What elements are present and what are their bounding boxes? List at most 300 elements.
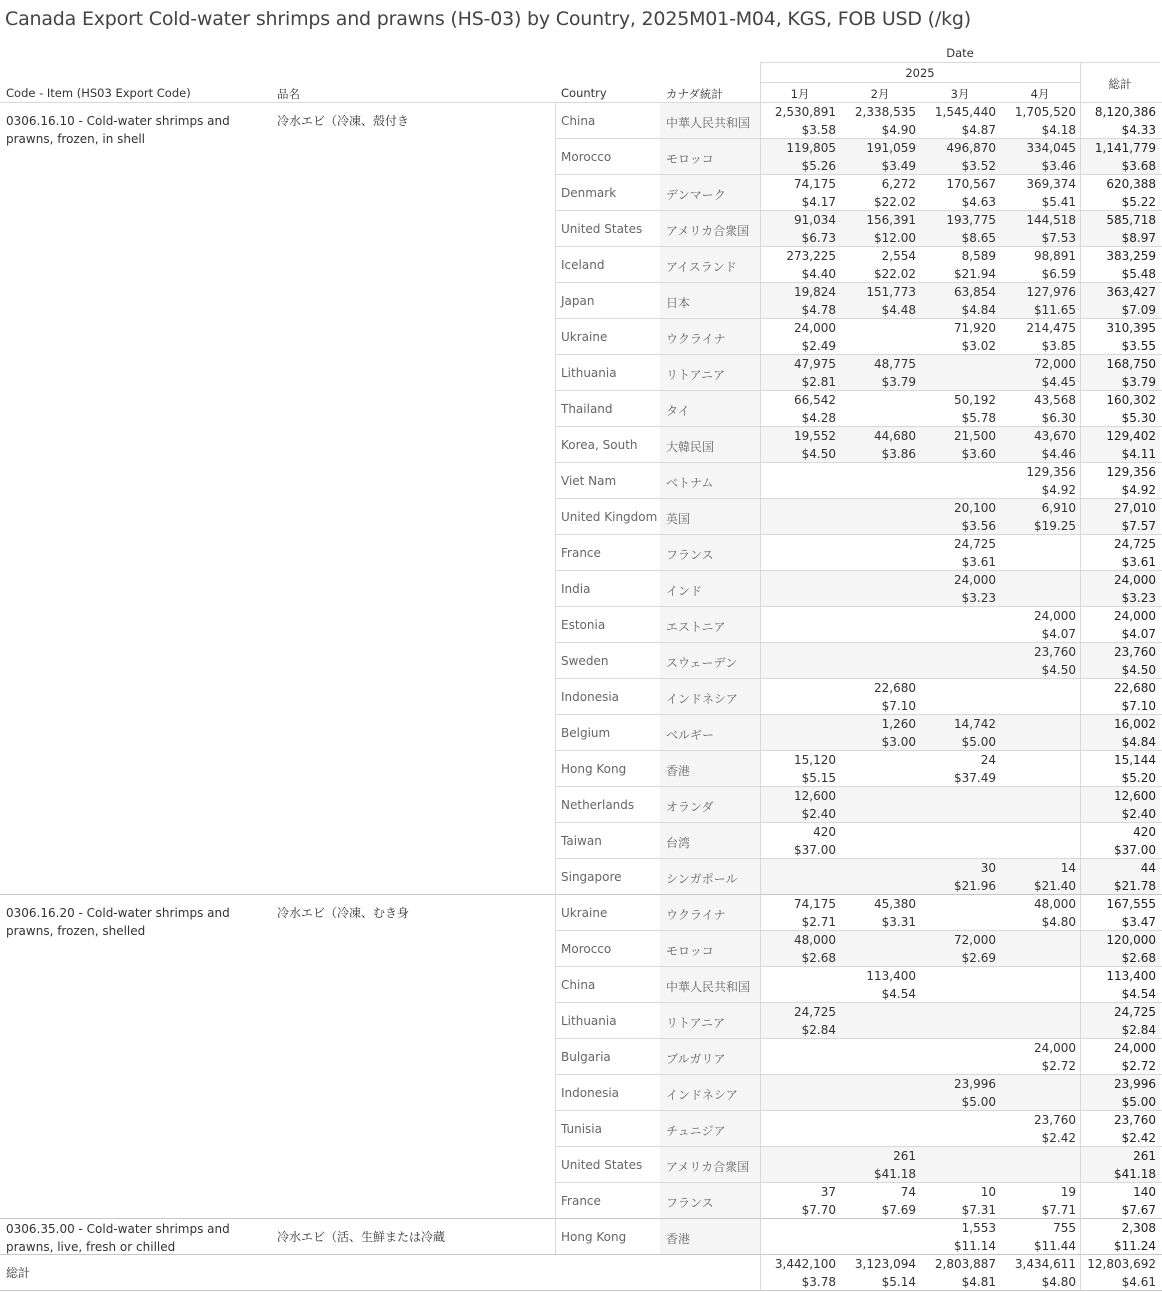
fob-value: $7.10 bbox=[881, 699, 916, 713]
kgs-value: 24,000 bbox=[1034, 1041, 1076, 1055]
kgs-value: 44,680 bbox=[874, 429, 916, 443]
fob-value: $5.41 bbox=[1041, 195, 1076, 209]
kgs-value: 22,680 bbox=[874, 681, 916, 695]
canada-stat-label: ベトナム bbox=[666, 476, 714, 490]
fob-value: $37.00 bbox=[794, 843, 836, 857]
kgs-value: 214,475 bbox=[1026, 321, 1076, 335]
kgs-value: 144,518 bbox=[1026, 213, 1076, 227]
canada-stat-label: 香港 bbox=[666, 764, 691, 778]
fob-value: $4.48 bbox=[881, 303, 916, 317]
kgs-value: 193,775 bbox=[946, 213, 996, 227]
fob-value: $2.49 bbox=[801, 339, 836, 353]
total-kgs-value: 310,395 bbox=[1106, 321, 1156, 335]
country-label: Morocco bbox=[561, 942, 612, 956]
total-fob-value: $3.55 bbox=[1121, 339, 1156, 353]
kgs-value: 8,589 bbox=[961, 249, 996, 263]
fob-value: $4.17 bbox=[801, 195, 836, 209]
total-kgs-value: 168,750 bbox=[1106, 357, 1156, 371]
fob-value: $11.65 bbox=[1034, 303, 1076, 317]
total-fob-value: $7.57 bbox=[1121, 519, 1156, 533]
total-kgs-value: 2,308 bbox=[1121, 1221, 1156, 1235]
total-fob-value: $8.97 bbox=[1121, 231, 1156, 245]
canada-stat-label: 台湾 bbox=[666, 836, 691, 850]
fob-value: $8.65 bbox=[961, 231, 996, 245]
total-fob-value: $4.92 bbox=[1121, 483, 1156, 497]
fob-value: $21.96 bbox=[954, 879, 996, 893]
kgs-value: 48,000 bbox=[794, 933, 836, 947]
fob-value: $3.23 bbox=[961, 591, 996, 605]
kgs-value: 14,742 bbox=[954, 717, 996, 731]
total-kgs-value: 383,259 bbox=[1106, 249, 1156, 263]
country-label: Morocco bbox=[561, 150, 612, 164]
canada-stat-label: フランス bbox=[666, 548, 714, 562]
kgs-value: 19 bbox=[1060, 1185, 1076, 1199]
canada-stat-label: インドネシア bbox=[666, 692, 738, 706]
item-name-label: 冷水エビ（冷凍、むき身 bbox=[277, 906, 410, 920]
fob-value: $5.78 bbox=[961, 411, 996, 425]
fob-value: $6.30 bbox=[1041, 411, 1076, 425]
country-label: Netherlands bbox=[561, 798, 635, 812]
kgs-value: 496,870 bbox=[946, 141, 996, 155]
total-kgs-value: 16,002 bbox=[1114, 717, 1156, 731]
row-divider bbox=[555, 750, 1162, 751]
kgs-value: 24,000 bbox=[1034, 609, 1076, 623]
total-kgs-value: 8,120,386 bbox=[1094, 105, 1156, 119]
kgs-value: 273,225 bbox=[786, 249, 836, 263]
kgs-value: 127,976 bbox=[1026, 285, 1076, 299]
date-header: Date bbox=[946, 46, 974, 60]
grand-total-fob-value: $4.81 bbox=[961, 1275, 996, 1289]
kgs-value: 23,996 bbox=[954, 1077, 996, 1091]
item-code-label: 0306.16.10 - Cold-water shrimps and prawns, frozen, in shell bbox=[6, 114, 230, 146]
fob-value: $7.70 bbox=[801, 1203, 836, 1217]
code-column-header: Code - Item (HS03 Export Code) bbox=[6, 86, 191, 100]
total-fob-value: $2.72 bbox=[1121, 1059, 1156, 1073]
total-kgs-value: 120,000 bbox=[1106, 933, 1156, 947]
total-kgs-value: 23,760 bbox=[1114, 1113, 1156, 1127]
grand-total-kgs-value: 3,123,094 bbox=[854, 1257, 916, 1271]
country-label: France bbox=[561, 1194, 601, 1208]
fob-value: $4.80 bbox=[1041, 915, 1076, 929]
item-code-label: 0306.16.20 - Cold-water shrimps and prawns, frozen, shelled bbox=[6, 906, 230, 938]
country-label: India bbox=[561, 582, 591, 596]
total-kgs-value: 129,402 bbox=[1106, 429, 1156, 443]
kgs-value: 21,500 bbox=[954, 429, 996, 443]
fob-value: $4.07 bbox=[1041, 627, 1076, 641]
fob-value: $2.72 bbox=[1041, 1059, 1076, 1073]
month-column-divider bbox=[760, 62, 761, 1291]
canada-stat-label: タイ bbox=[666, 404, 690, 418]
fob-value: $3.61 bbox=[961, 555, 996, 569]
kgs-value: 37 bbox=[820, 1185, 836, 1199]
fob-value: $4.92 bbox=[1041, 483, 1076, 497]
kgs-value: 261 bbox=[893, 1149, 916, 1163]
kgs-value: 50,192 bbox=[954, 393, 996, 407]
country-label: Lithuania bbox=[561, 1014, 617, 1028]
month-header-apr: 4月 bbox=[1030, 87, 1050, 101]
kgs-value: 19,824 bbox=[794, 285, 836, 299]
canada-stat-label: スウェーデン bbox=[666, 656, 738, 670]
fob-value: $11.44 bbox=[1034, 1239, 1076, 1253]
total-kgs-value: 23,760 bbox=[1114, 645, 1156, 659]
kgs-value: 43,670 bbox=[1034, 429, 1076, 443]
country-label: China bbox=[561, 978, 596, 992]
fob-value: $4.78 bbox=[801, 303, 836, 317]
kgs-value: 151,773 bbox=[866, 285, 916, 299]
month-header-jan: 1月 bbox=[790, 87, 810, 101]
total-fob-value: $7.09 bbox=[1121, 303, 1156, 317]
country-label: Ukraine bbox=[561, 906, 608, 920]
fob-value: $22.02 bbox=[874, 267, 916, 281]
total-fob-value: $41.18 bbox=[1114, 1167, 1156, 1181]
fob-value: $4.87 bbox=[961, 123, 996, 137]
total-fob-value: $2.40 bbox=[1121, 807, 1156, 821]
fob-value: $3.79 bbox=[881, 375, 916, 389]
total-column-header: 総計 bbox=[1108, 77, 1132, 91]
total-fob-value: $5.20 bbox=[1121, 771, 1156, 785]
month-header-mar: 3月 bbox=[950, 87, 970, 101]
kgs-value: 156,391 bbox=[866, 213, 916, 227]
kgs-value: 48,000 bbox=[1034, 897, 1076, 911]
country-label: United States bbox=[561, 1158, 643, 1172]
total-fob-value: $4.50 bbox=[1121, 663, 1156, 677]
canada-stat-column-header: カナダ統計 bbox=[666, 87, 723, 101]
item-name-label: 冷水エビ（冷凍、殻付き bbox=[277, 114, 410, 128]
kgs-value: 6,910 bbox=[1041, 501, 1076, 515]
country-label: Bulgaria bbox=[561, 1050, 611, 1064]
kgs-value: 72,000 bbox=[954, 933, 996, 947]
fob-value: $4.63 bbox=[961, 195, 996, 209]
total-fob-value: $2.84 bbox=[1121, 1023, 1156, 1037]
fob-value: $2.68 bbox=[801, 951, 836, 965]
total-fob-value: $5.00 bbox=[1121, 1095, 1156, 1109]
total-kgs-value: 160,302 bbox=[1106, 393, 1156, 407]
canada-stat-label: 中華人民共和国 bbox=[666, 116, 751, 130]
total-kgs-value: 140 bbox=[1133, 1185, 1156, 1199]
canada-stat-label: チュニジア bbox=[666, 1124, 726, 1138]
kgs-value: 63,854 bbox=[954, 285, 996, 299]
fob-value: $41.18 bbox=[874, 1167, 916, 1181]
total-column-divider bbox=[1080, 62, 1081, 1291]
total-kgs-value: 261 bbox=[1133, 1149, 1156, 1163]
country-label: Singapore bbox=[561, 870, 622, 884]
item-code-label: 0306.35.00 - Cold-water shrimps and prawns, live, fresh or chilled bbox=[6, 1222, 230, 1254]
canada-stat-label: インド bbox=[666, 584, 703, 598]
canada-stat-label: アメリカ合衆国 bbox=[666, 224, 750, 238]
total-kgs-value: 15,144 bbox=[1114, 753, 1156, 767]
kgs-value: 191,059 bbox=[866, 141, 916, 155]
canada-stat-label: 香港 bbox=[666, 1232, 691, 1246]
kgs-value: 14 bbox=[1060, 861, 1076, 875]
kgs-value: 2,530,891 bbox=[774, 105, 836, 119]
total-kgs-value: 24,725 bbox=[1114, 537, 1156, 551]
fob-value: $4.46 bbox=[1041, 447, 1076, 461]
kgs-value: 23,760 bbox=[1034, 645, 1076, 659]
country-label: Thailand bbox=[561, 402, 613, 416]
year-header: 2025 bbox=[905, 66, 935, 80]
kgs-value: 6,272 bbox=[881, 177, 916, 191]
fob-value: $3.58 bbox=[801, 123, 836, 137]
fob-value: $5.00 bbox=[961, 735, 996, 749]
item-name-label: 冷水エビ（活、生鮮または冷蔵 bbox=[277, 1230, 446, 1244]
canada-stat-label: オランダ bbox=[666, 800, 714, 814]
fob-value: $4.28 bbox=[801, 411, 836, 425]
fob-value: $4.40 bbox=[801, 267, 836, 281]
fob-value: $21.40 bbox=[1034, 879, 1076, 893]
kgs-value: 23,760 bbox=[1034, 1113, 1076, 1127]
kgs-value: 170,567 bbox=[946, 177, 996, 191]
total-kgs-value: 24,725 bbox=[1114, 1005, 1156, 1019]
kgs-value: 2,554 bbox=[881, 249, 916, 263]
kgs-value: 72,000 bbox=[1034, 357, 1076, 371]
country-column-divider bbox=[555, 103, 556, 1255]
country-label: Denmark bbox=[561, 186, 617, 200]
kgs-value: 24,000 bbox=[794, 321, 836, 335]
kgs-value: 48,775 bbox=[874, 357, 916, 371]
kgs-value: 91,034 bbox=[794, 213, 836, 227]
total-fob-value: $4.11 bbox=[1121, 447, 1156, 461]
header-rule-year bbox=[760, 82, 1080, 83]
total-fob-value: $3.68 bbox=[1121, 159, 1156, 173]
kgs-value: 45,380 bbox=[874, 897, 916, 911]
fob-value: $3.46 bbox=[1041, 159, 1076, 173]
kgs-value: 1,545,440 bbox=[934, 105, 996, 119]
total-fob-value: $37.00 bbox=[1114, 843, 1156, 857]
total-kgs-value: 24,000 bbox=[1114, 1041, 1156, 1055]
kgs-value: 369,374 bbox=[1026, 177, 1076, 191]
kgs-value: 334,045 bbox=[1026, 141, 1076, 155]
kgs-value: 74 bbox=[900, 1185, 916, 1199]
fob-value: $21.94 bbox=[954, 267, 996, 281]
canada-stat-label: シンガポール bbox=[666, 872, 738, 886]
country-label: Indonesia bbox=[561, 690, 620, 704]
fob-value: $7.53 bbox=[1041, 231, 1076, 245]
total-fob-value: $4.33 bbox=[1121, 123, 1156, 137]
canada-stat-label: リトアニア bbox=[666, 1016, 726, 1030]
canada-stat-label: デンマーク bbox=[666, 188, 726, 202]
canada-stat-label: ウクライナ bbox=[666, 332, 726, 346]
total-fob-value: $4.84 bbox=[1121, 735, 1156, 749]
grand-total-fob-value: $4.80 bbox=[1041, 1275, 1076, 1289]
kgs-value: 113,400 bbox=[866, 969, 916, 983]
canada-stat-label: 大韓民国 bbox=[666, 440, 715, 454]
country-label: Iceland bbox=[561, 258, 605, 272]
fob-value: $2.81 bbox=[801, 375, 836, 389]
total-fob-value: $11.24 bbox=[1114, 1239, 1156, 1253]
country-label: Lithuania bbox=[561, 366, 617, 380]
kgs-value: 15,120 bbox=[794, 753, 836, 767]
kgs-value: 24,000 bbox=[954, 573, 996, 587]
fob-value: $4.50 bbox=[1041, 663, 1076, 677]
fob-value: $7.69 bbox=[881, 1203, 916, 1217]
total-kgs-value: 24,000 bbox=[1114, 573, 1156, 587]
fob-value: $7.71 bbox=[1041, 1203, 1076, 1217]
country-label: Belgium bbox=[561, 726, 611, 740]
canada-stat-label: モロッコ bbox=[666, 944, 714, 958]
country-label: United Kingdom bbox=[561, 510, 658, 524]
country-label: Hong Kong bbox=[561, 762, 627, 776]
month-header-feb: 2月 bbox=[870, 87, 890, 101]
fob-value: $3.85 bbox=[1041, 339, 1076, 353]
grand-total-fob-sum: $4.61 bbox=[1121, 1275, 1156, 1289]
country-label: Estonia bbox=[561, 618, 606, 632]
fob-value: $4.84 bbox=[961, 303, 996, 317]
kgs-value: 755 bbox=[1053, 1221, 1076, 1235]
canada-stat-label: 日本 bbox=[666, 296, 691, 310]
total-kgs-value: 363,427 bbox=[1106, 285, 1156, 299]
kgs-value: 24,725 bbox=[954, 537, 996, 551]
country-label: France bbox=[561, 546, 601, 560]
row-divider bbox=[555, 534, 1162, 535]
kgs-value: 20,100 bbox=[954, 501, 996, 515]
kgs-value: 98,891 bbox=[1034, 249, 1076, 263]
canada-stat-label: ブルガリア bbox=[666, 1052, 726, 1066]
total-fob-value: $7.10 bbox=[1121, 699, 1156, 713]
fob-value: $2.42 bbox=[1041, 1131, 1076, 1145]
total-kgs-value: 113,400 bbox=[1106, 969, 1156, 983]
kgs-value: 43,568 bbox=[1034, 393, 1076, 407]
kgs-value: 420 bbox=[813, 825, 836, 839]
fob-value: $4.18 bbox=[1041, 123, 1076, 137]
country-column-header: Country bbox=[561, 86, 607, 100]
fob-value: $3.86 bbox=[881, 447, 916, 461]
kgs-value: 47,975 bbox=[794, 357, 836, 371]
fob-value: $3.02 bbox=[961, 339, 996, 353]
total-kgs-value: 1,141,779 bbox=[1094, 141, 1156, 155]
country-label: Korea, South bbox=[561, 438, 638, 452]
kgs-value: 12,600 bbox=[794, 789, 836, 803]
total-kgs-value: 12,600 bbox=[1114, 789, 1156, 803]
total-fob-value: $2.68 bbox=[1121, 951, 1156, 965]
canada-stat-label: リトアニア bbox=[666, 368, 726, 382]
fob-value: $6.59 bbox=[1041, 267, 1076, 281]
kgs-value: 2,338,535 bbox=[854, 105, 916, 119]
fob-value: $37.49 bbox=[954, 771, 996, 785]
kgs-value: 10 bbox=[980, 1185, 996, 1199]
fob-value: $3.00 bbox=[881, 735, 916, 749]
country-label: Taiwan bbox=[561, 834, 602, 848]
fob-value: $4.45 bbox=[1041, 375, 1076, 389]
canada-stat-label: 英国 bbox=[666, 512, 691, 526]
kgs-value: 66,542 bbox=[794, 393, 836, 407]
fob-value: $5.26 bbox=[801, 159, 836, 173]
kgs-value: 24,725 bbox=[794, 1005, 836, 1019]
kgs-value: 74,175 bbox=[794, 177, 836, 191]
country-label: Sweden bbox=[561, 654, 609, 668]
kgs-value: 30 bbox=[980, 861, 996, 875]
fob-value: $7.31 bbox=[961, 1203, 996, 1217]
country-label: Ukraine bbox=[561, 330, 608, 344]
canada-stat-label: インドネシア bbox=[666, 1088, 738, 1102]
total-kgs-value: 129,356 bbox=[1106, 465, 1156, 479]
kgs-value: 19,552 bbox=[794, 429, 836, 443]
fob-value: $12.00 bbox=[874, 231, 916, 245]
grand-total-label: 総計 bbox=[6, 1266, 31, 1280]
canada-stat-label: アイスランド bbox=[666, 260, 737, 274]
kgs-value: 1,553 bbox=[961, 1221, 996, 1235]
table-bottom-rule bbox=[0, 1290, 1162, 1291]
report-title: Canada Export Cold-water shrimps and prawns (HS-03) by Country, 2025M01-M04, KGS, FOB USD (/kg) bbox=[5, 8, 971, 30]
name-column-header: 品名 bbox=[277, 87, 300, 101]
total-fob-value: $3.23 bbox=[1121, 591, 1156, 605]
kgs-value: 119,805 bbox=[786, 141, 836, 155]
grand-total-fob-value: $3.78 bbox=[801, 1275, 836, 1289]
fob-value: $3.31 bbox=[881, 915, 916, 929]
grand-total-kgs-sum: 12,803,692 bbox=[1087, 1257, 1156, 1271]
total-fob-value: $4.07 bbox=[1121, 627, 1156, 641]
group-divider bbox=[0, 894, 1162, 895]
fob-value: $3.49 bbox=[881, 159, 916, 173]
fob-value: $2.69 bbox=[961, 951, 996, 965]
total-fob-value: $5.48 bbox=[1121, 267, 1156, 281]
country-label: Tunisia bbox=[561, 1122, 602, 1136]
row-divider bbox=[555, 822, 1162, 823]
kgs-value: 1,705,520 bbox=[1014, 105, 1076, 119]
country-label: China bbox=[561, 114, 596, 128]
total-kgs-value: 167,555 bbox=[1106, 897, 1156, 911]
fob-value: $2.40 bbox=[801, 807, 836, 821]
kgs-value: 24 bbox=[980, 753, 996, 767]
total-kgs-value: 620,388 bbox=[1106, 177, 1156, 191]
fob-value: $5.15 bbox=[801, 771, 836, 785]
canada-stat-label: 中華人民共和国 bbox=[666, 980, 751, 994]
canada-stat-label: モロッコ bbox=[666, 152, 714, 166]
header-rule-date bbox=[760, 62, 1160, 63]
grand-total-fob-value: $5.14 bbox=[881, 1275, 916, 1289]
country-label: Hong Kong bbox=[561, 1230, 627, 1244]
canada-stat-label: フランス bbox=[666, 1196, 714, 1210]
fob-value: $6.73 bbox=[801, 231, 836, 245]
country-label: Japan bbox=[561, 294, 595, 308]
fob-value: $11.14 bbox=[954, 1239, 996, 1253]
country-label: Viet Nam bbox=[561, 474, 617, 488]
total-fob-value: $7.67 bbox=[1121, 1203, 1156, 1217]
total-fob-value: $5.30 bbox=[1121, 411, 1156, 425]
canada-stat-label: アメリカ合衆国 bbox=[666, 1160, 750, 1174]
total-fob-value: $5.22 bbox=[1121, 195, 1156, 209]
canada-stat-label: ベルギー bbox=[666, 728, 715, 742]
fob-value: $2.71 bbox=[801, 915, 836, 929]
total-kgs-value: 23,996 bbox=[1114, 1077, 1156, 1091]
total-kgs-value: 27,010 bbox=[1114, 501, 1156, 515]
total-kgs-value: 585,718 bbox=[1106, 213, 1156, 227]
canada-stat-label: ウクライナ bbox=[666, 908, 726, 922]
fob-value: $3.52 bbox=[961, 159, 996, 173]
country-label: United States bbox=[561, 222, 643, 236]
kgs-value: 74,175 bbox=[794, 897, 836, 911]
grand-total-kgs-value: 3,442,100 bbox=[774, 1257, 836, 1271]
fob-value: $22.02 bbox=[874, 195, 916, 209]
fob-value: $4.50 bbox=[801, 447, 836, 461]
fob-value: $19.25 bbox=[1034, 519, 1076, 533]
canada-stat-label: エストニア bbox=[666, 620, 726, 634]
fob-value: $2.84 bbox=[801, 1023, 836, 1037]
fob-value: $5.00 bbox=[961, 1095, 996, 1109]
total-fob-value: $3.47 bbox=[1121, 915, 1156, 929]
total-fob-value: $21.78 bbox=[1114, 879, 1156, 893]
total-fob-value: $3.79 bbox=[1121, 375, 1156, 389]
grand-total-kgs-value: 2,803,887 bbox=[934, 1257, 996, 1271]
total-kgs-value: 22,680 bbox=[1114, 681, 1156, 695]
fob-value: $3.56 bbox=[961, 519, 996, 533]
kgs-value: 129,356 bbox=[1026, 465, 1076, 479]
total-fob-value: $4.54 bbox=[1121, 987, 1156, 1001]
country-label: Indonesia bbox=[561, 1086, 620, 1100]
kgs-value: 71,920 bbox=[954, 321, 996, 335]
fob-value: $3.60 bbox=[961, 447, 996, 461]
total-kgs-value: 44 bbox=[1140, 861, 1156, 875]
kgs-value: 1,260 bbox=[881, 717, 916, 731]
